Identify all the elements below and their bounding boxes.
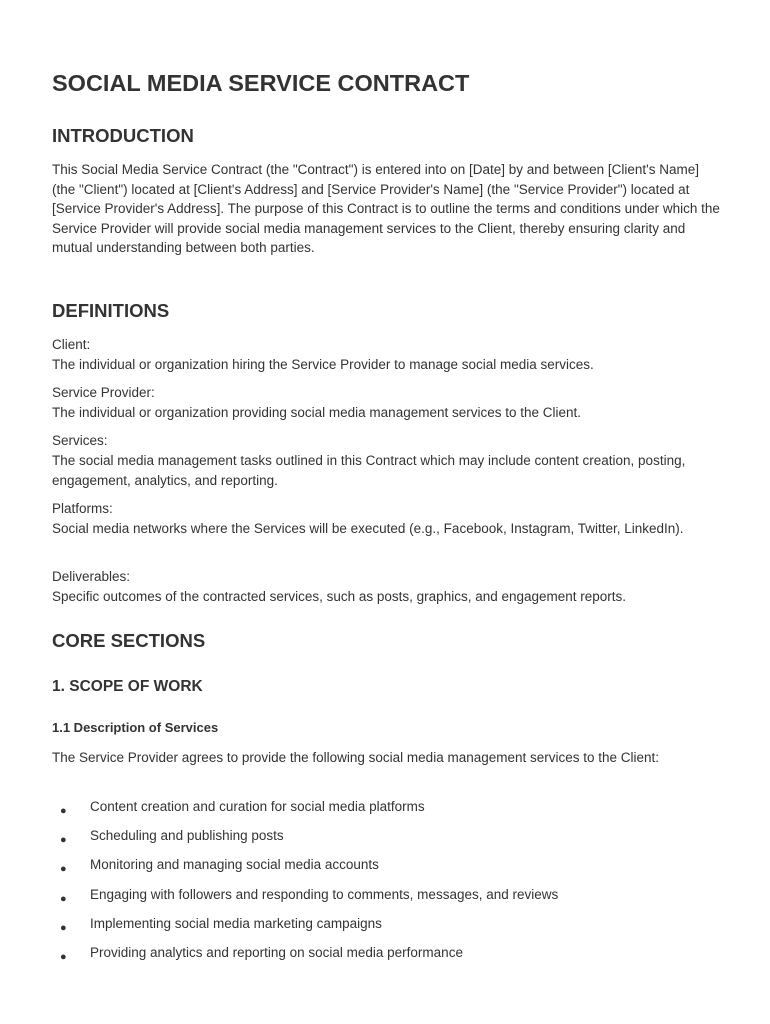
services-intro-text: The Service Provider agrees to provide the following social media management services to the Client: [52, 750, 660, 765]
bullet-icon: ● [60, 892, 67, 905]
definition-deliverables [52, 567, 722, 607]
bullet-icon: ● [60, 834, 67, 847]
definition-platforms [52, 499, 722, 539]
bullet-text: Content creation and curation for social media platforms [90, 799, 425, 814]
definitions-heading: DEFINITIONS [52, 300, 170, 321]
bullet-icon: ● [60, 950, 67, 963]
bullet-text: Monitoring and managing social media accounts [90, 857, 379, 873]
list-item [52, 826, 722, 855]
definition-description: Specific outcomes of the contracted services, such as posts, graphics, and engagement reports. [52, 589, 627, 604]
core-sections-heading: CORE SECTIONS [52, 630, 206, 651]
definition-term: Platforms: [52, 501, 113, 516]
bullet-text: Engaging with followers and responding to comments, messages, and reviews [90, 886, 559, 902]
services-bullet-list [52, 797, 722, 972]
definition-description: The social media management tasks outlined in this Contract which may include content creation, posting, engagement, analytics, and reporting. [52, 453, 686, 488]
definition-services [52, 431, 722, 491]
scope-of-work-heading: 1. SCOPE OF WORK [52, 678, 203, 695]
definition-description: Social media networks where the Services will be executed (e.g., Facebook, Instagram, Twitter, LinkedIn). [52, 521, 684, 536]
list-item [52, 914, 722, 943]
definition-service-provider [52, 383, 722, 423]
description-of-services-heading: 1.1 Description of Services [52, 720, 219, 735]
introduction-text: This Social Media Service Contract (the "Contract") is entered into on [Date] by and between [Client's Name] (the "Client") located at [Client's Address] and [Service Provider's Name] (the "Service Provider") located at [Service Provider's Address]. The purpose of this Contract is to outline the terms and conditions under which the Service Provider will provide social media management services to the Client, thereby ensuring clarity and mutual understanding between both parties. [52, 162, 720, 255]
bullet-icon: ● [60, 805, 67, 817]
definition-description: The individual or organization providing social media management services to the Client. [52, 405, 582, 420]
definition-term: Service Provider: [52, 385, 155, 400]
definition-term: Deliverables: [52, 569, 131, 584]
list-item [52, 885, 722, 914]
definition-client [52, 335, 722, 375]
bullet-text: Providing analytics and reporting on social media performance [90, 944, 463, 960]
bullet-text: Scheduling and publishing posts [90, 828, 284, 844]
bullet-icon: ● [60, 863, 67, 876]
definition-term: Client: [52, 337, 91, 352]
list-item [52, 797, 722, 826]
definition-term: Services: [52, 433, 108, 448]
list-item [52, 855, 722, 884]
bullet-icon: ● [60, 921, 67, 934]
bullet-text: Implementing social media marketing campaigns [90, 915, 382, 931]
definition-description: The individual or organization hiring the Service Provider to manage social media services. [52, 357, 594, 372]
introduction-heading: INTRODUCTION [52, 125, 194, 146]
list-item [52, 943, 722, 972]
document-title: SOCIAL MEDIA SERVICE CONTRACT [52, 70, 470, 96]
